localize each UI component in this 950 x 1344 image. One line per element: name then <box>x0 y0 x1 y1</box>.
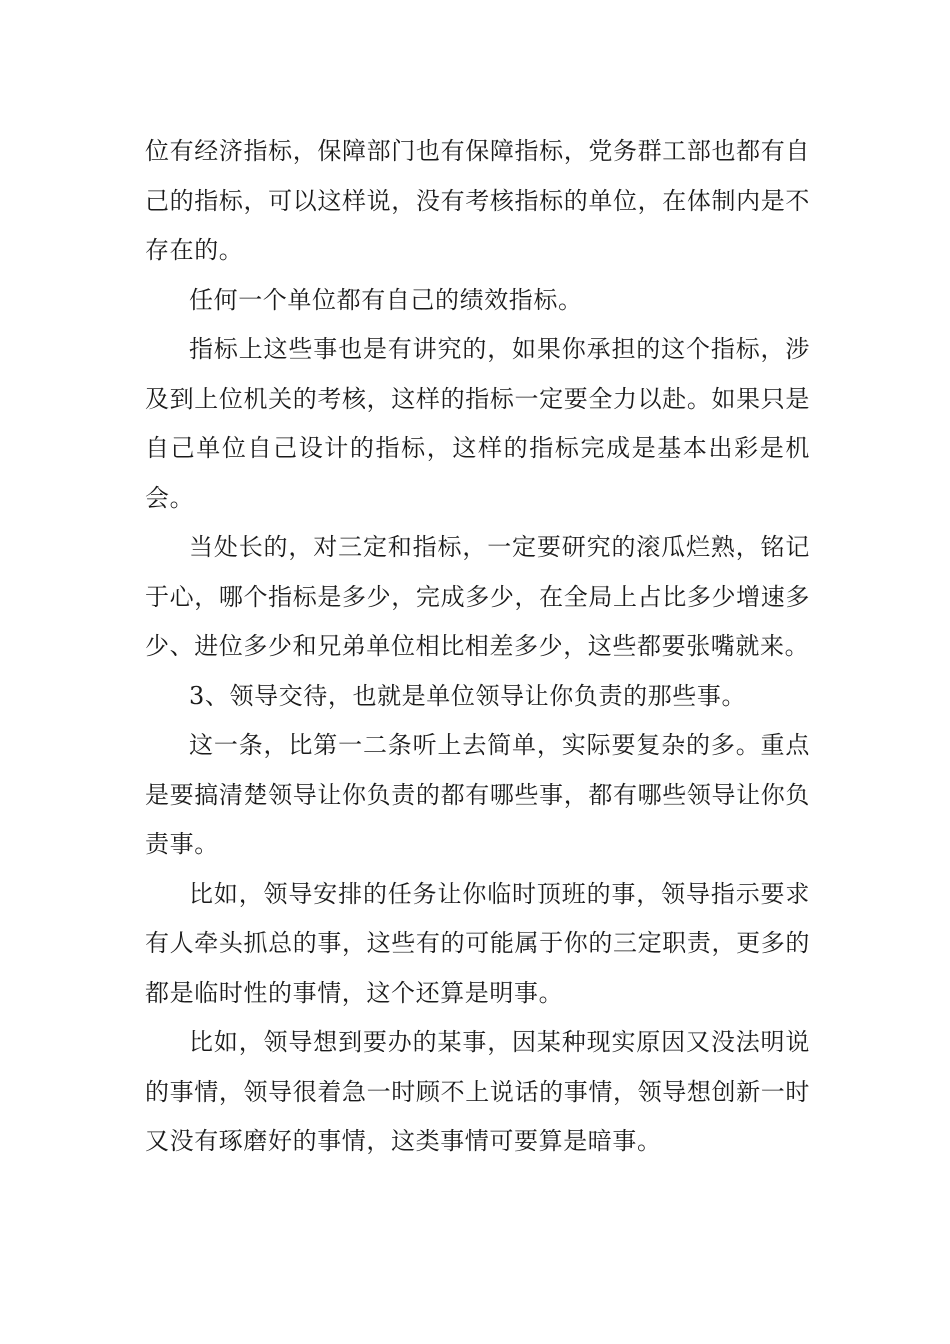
paragraph: 指标上这些事也是有讲究的，如果你承担的这个指标，涉及到上位机关的考核，这样的指标一定要全力以赴。如果只是自己单位自己设计的指标，这样的指标完成是基本出彩是机会。 <box>145 335 810 512</box>
paragraph-continued: 位有经济指标，保障部门也有保障指标，党务群工部也都有自己的指标，可以这样说，没有考核指标的单位，在体制内是不存在的。 <box>145 137 810 264</box>
paragraph: 比如，领导想到要办的某事，因某种现实原因又没法明说的事情，领导很着急一时顾不上说话的事情，领导想创新一时又没有琢磨好的事情，这类事情可要算是暗事。 <box>145 1028 810 1155</box>
paragraph: 任何一个单位都有自己的绩效指标。 <box>189 285 583 314</box>
document-body <box>145 127 810 1167</box>
paragraph: 当处长的，对三定和指标，一定要研究的滚瓜烂熟，铭记于心，哪个指标是多少，完成多少，在全局上占比多少增速多少、进位多少和兄弟单位相比相差多少，这些都要张嘴就来。 <box>145 533 810 660</box>
paragraph: 这一条，比第一二条听上去简单，实际要复杂的多。重点是要搞清楚领导让你负责的都有哪些事，都有哪些领导让你负责事。 <box>145 731 810 858</box>
paragraph: 比如，领导安排的任务让你临时顶班的事，领导指示要求有人牵头抓总的事，这些有的可能属于你的三定职责，更多的都是临时性的事情，这个还算是明事。 <box>145 879 810 1007</box>
section-heading: 3、领导交待，也就是单位领导让你负责的那些事。 <box>189 681 747 710</box>
